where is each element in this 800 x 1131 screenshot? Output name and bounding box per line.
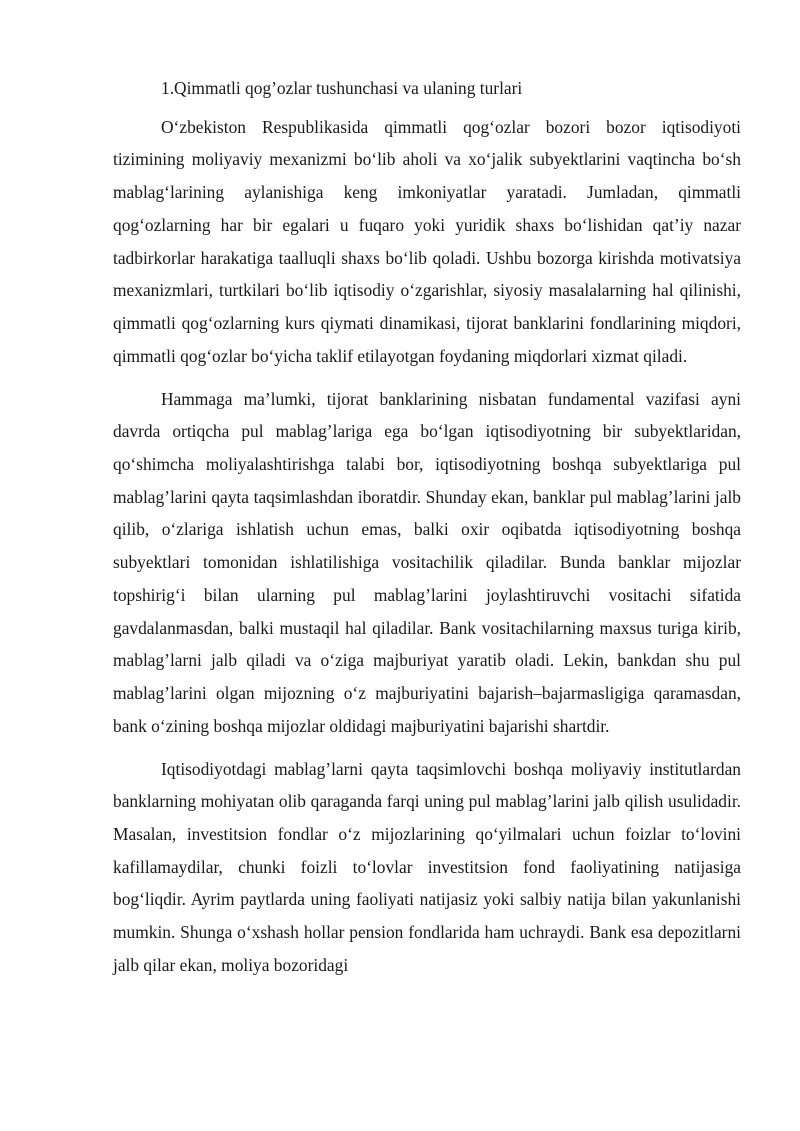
paragraph-2: Hammaga ma’lumki, tijorat banklarining nisbatan fundamental vazifasi ayni davrda ortiqcha pul mablag’lariga ega bo‘lgan iqtisodiyotning bir subyektlaridan, qo‘shimcha moliyalashtirishga talabi bor, iqtisodiyotning boshqa subyektlariga pul mablag’larini qayta taqsimlashdan iboratdir. Shunday ekan, banklar pul mablag’larini jalb qilib, o‘zlariga ishlatish uchun emas, balki oxir oqibatda iqtisodiyotning boshqa subyektlari tomonidan ishlatilishiga vositachilik qiladilar. Bunda banklar mijozlar topshirig‘i bilan ularning pul mablag’larini joylashtiruvchi vositachi sifatida gavdalanmasdan, balki mustaqil hal qiladilar. Bank vositachilarning maxsus turiga kirib, mablag’larni jalb qiladi va o‘ziga majburiyat yaratib oladi. Lekin, bankdan shu pul mablag’larini olgan mijozning o‘z majburiyatini bajarish–bajarmasligiga qaramasdan, bank o‘zining boshqa mijozlar oldidagi majburiyatini bajarishi shartdir.	[113, 388, 741, 736]
document-page	[113, 72, 741, 982]
paragraph-3: Iqtisodiyotdagi mablag’larni qayta taqsimlovchi boshqa moliyaviy institutlardan banklarning mohiyatan olib qaraganda farqi uning pul mablag’larini jalb qilish usulidadir. Masalan, investitsion fondlar o‘z mijozlarining qo‘yilmalari uchun foizlar to‘lovini kafillamaydilar, chunki foizli to‘lovlar investitsion fond faoliyatining natijasiga bog‘liqdir. Ayrim paytlarda uning faoliyati natijasiz yoki salbiy natija bilan yakunlanishi mumkin. Shunga o‘xshash hollar pension fondlarida ham uchraydi. Bank esa depozitlarni jalb qilar ekan, moliya bozoridagi	[113, 758, 741, 975]
paragraph-1: O‘zbekiston Respublikasida qimmatli qog‘ozlar bozori bozor iqtisodiyoti tizimining moliyaviy mexanizmi bo‘lib aholi va xo‘jalik subyektlarini vaqtincha bo‘sh mablag‘larining aylanishiga keng imkoniyatlar yaratadi. Jumladan, qimmatli qog‘ozlarning har bir egalari u fuqaro yoki yuridik shaxs bo‘lishidan qat’iy nazar tadbirkorlar harakatiga taalluqli shaxs bo‘lib qoladi. Ushbu bozorga kirishda motivatsiya mexanizmlari, turtkilari bo‘lib iqtisodiy o‘zgarishlar, siyosiy masalalarning hal qilinishi, qimmatli qog‘ozlarning kurs qiymati dinamikasi, tijorat banklarini fondlarining miqdori, qimmatli qog‘ozlar bo‘yicha taklif etilayotgan foydaning miqdorlari xizmat qiladi.	[113, 116, 741, 366]
section-heading: 1.Qimmatli qog’ozlar tushunchasi va ulaning turlari	[161, 78, 523, 98]
